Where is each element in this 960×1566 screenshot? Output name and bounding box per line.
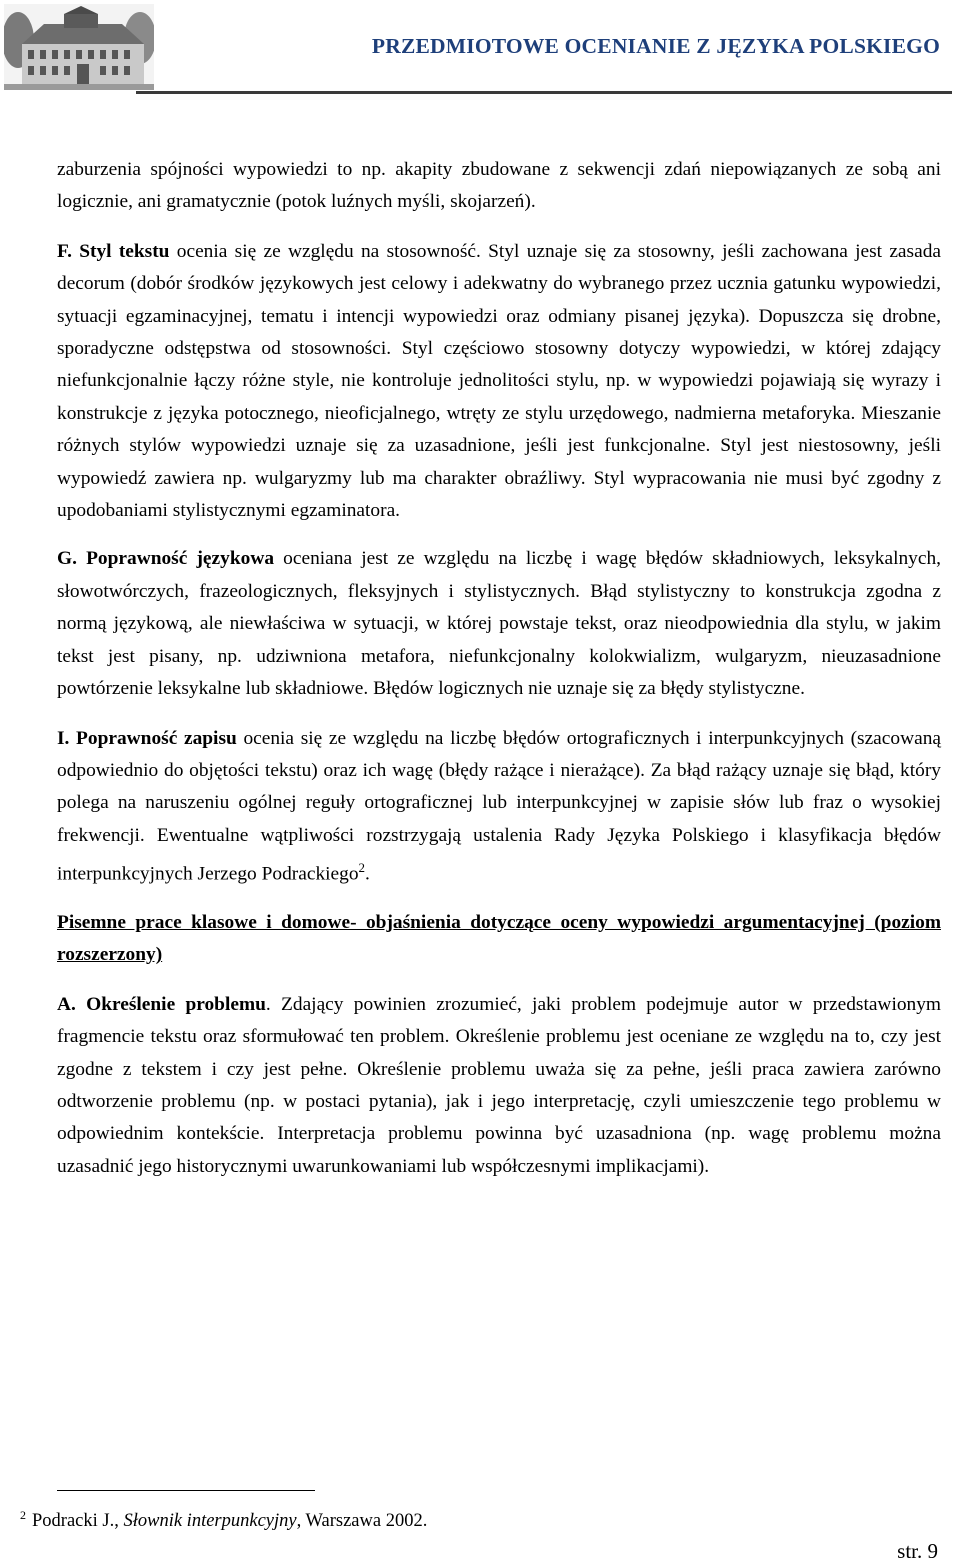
paragraph-spelling-correctness: I. Poprawność zapisu ocenia się ze względu na liczbę błędów ortograficznych i interpunkcyjnych (szacowaną odpowiednio do objętości tekstu) oraz ich wagę (błędy rażące i nierażące). Za błąd rażący uznaje się błąd, który polega na naruszeniu ogólnej reguły ortograficznej lub interpunkcyjnej w zapisie słów lub fraz o wysokiej frekwencji. Ewentualne wątpliwości rozstrzygają ustalenia Rady Języka Polskiego i klasyfikacja błędów interpunkcyjnych Jerzego Podrackiego$^2$. [57,727,942,885]
section-label-language: G. Poprawność językowa [57,548,275,570]
section-label-style: F. Styl tekstu [57,240,170,262]
section-label-spelling: I. Poprawność zapisu [57,727,237,749]
section-label-problem: A. Określenie problemu [57,993,266,1015]
footnote-book-title: Słownik interpunkcyjny [123,1511,297,1531]
document-body [57,154,941,1183]
paragraph-problem-definition: A. Określenie problemu. Zdający powinien zrozumieć, jaki problem podejmuje autor w przedstawionym fragmencie tekstu oraz sformułować ten problem. Określenie problemu jest oceniane ze względu na to, czy jest zgodne z tekstem i czy jest pełne. Określenie problemu uważa się za pełne, jeśli praca zawiera zarówno odtworzenie problemu (np. w postaci pytania), jak i jego interpretację, czyli umieszczenie tego problemu w odpowiednim kontekście. Interpretacja problemu powinna być uzasadniona (np. wagę problemu można uzasadnić jego historycznymi uwarunkowaniami lub współczesnymi implikacjami). [57,993,941,1177]
page-number: str. 9 [897,1539,938,1563]
header-divider [136,91,952,94]
section-heading: Pisemne prace klasowe i domowe- objaśnienia dotyczące oceny wypowiedzi argumentacyjnej (poziom rozszerzony) [57,912,941,966]
school-building-icon [4,4,154,90]
paragraph-language-correctness: G. Poprawność językowa oceniana jest ze względu na liczbę i wagę błędów składniowych, leksykalnych, słowotwórczych, frazeologicznych, fleksyjnych i stylistycznych. Błąd stylistyczny to konstrukcja zgodna z normą językową, ale niewłaściwa w sytuacji, w której powstaje tekst, oraz nieodpowiednia dla stylu, w jakim tekst jest pisany, np. udziwniona metafora, niefunkcjonalny kolokwializm, wulgaryzm, nieuzasadnione powtórzenie leksykalne lub składniowe. Błędów logicznych nie uznaje się za błędy stylistyczne. [57,548,942,700]
footnote-separator [57,1490,315,1491]
footnote-reference[interactable]: 2 [358,860,366,876]
footnote: $^2$ Podracki J., Słownik interpunkcyjny, Warszawa 2002. [20,1508,428,1531]
footnote-number: 2 [20,1508,26,1522]
paragraph-style: F. Styl tekstu ocenia się ze względu na stosowność. Styl uznaje się za stosowny, jeśli zachowana jest zasada decorum (dobór środków językowych jest celowy i adekwatny do wybranego przez ucznia gatunku wypowiedzi, sytuacji egzaminacyjnej, tematu i intencji wypowiedzi oraz odmiany pisanej języka). Dopuszcza się drobne, sporadyczne odstępstwa od stosowności. Styl częściowo stosowny dotyczy wypowiedzi, w której zdający niefunkcjonalnie łączy różne style, nie kontroluje jednolitości stylu, np. w wypowiedzi pojawiają się wyrazy i konstrukcje z języka potocznego, nieoficjalnego, wtręty ze stylu urzędowego, nadmierna metaforyka. Mieszanie różnych stylów wypowiedzi uznaje się za uzasadnione, jeśli jest funkcjonalne. Styl jest niestosowny, jeśli wypowiedź zawiera np. wulgaryzmy lub ma charakter obraźliwy. Styl wypracowania nie musi być zgodny z upodobaniami stylistycznymi egzaminatora. [57,240,941,522]
page-header [0,0,960,100]
paragraph-coherence: zaburzenia spójności wypowiedzi to np. akapity zbudowane z sekwencji zdań niepowiązanych ze sobą ani logicznie, ani gramatycznie (potok luźnych myśli, skojarzeń). [57,159,941,213]
header-title: PRZEDMIOTOWE OCENIANIE Z JĘZYKA POLSKIEGO [371,34,940,58]
